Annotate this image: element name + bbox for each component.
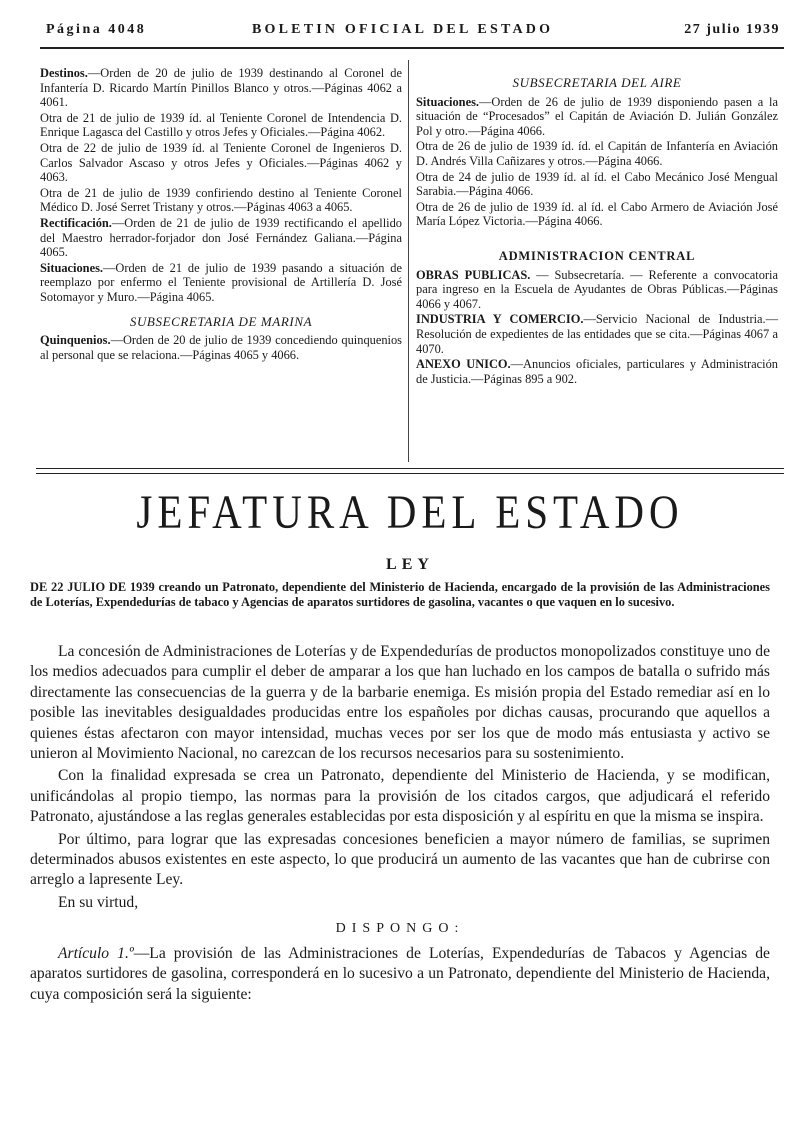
admin-entries — [416, 268, 778, 387]
body-paragraph: Por último, para lograr que las expresadas concesiones beneficien a mayor número de familias, se suprimen determinados abusos existentes en este aspecto, lo que producirá un aumento de las vacantes que han de cubrirse con arreglo a lapresente Ley. — [30, 830, 770, 889]
article-label: Artículo 1.º — [58, 944, 134, 962]
summary-entry — [416, 200, 778, 229]
body-paragraph: La concesión de Administraciones de Loterías y de Expendedurías de productos monopolizados constituye uno de los medios adecuados para cumplir el deber de amparar a los que han luchado en los campos de batalla o sufrido más directamente las consecuencias de la guerra y de la barbarie enemiga. Es misión propia del Estado remediar así en lo posible las inevitables desigualdades producidas entre los españoles por dichas causas, procurando que aquellos a quienes éstas afectaron con mayor intensidad, muchas veces por ser los que de modo más entusiasta y activo se unieron al Movimiento Nacional, no carezcan de los recursos necesarios para su sostenimiento. — [30, 643, 770, 763]
entry-label: Quinquenios. — [40, 333, 111, 348]
admin-heading: ADMINISTRACION CENTRAL — [498, 248, 696, 263]
law-heading-text: DE 22 JULIO DE 1939 creando un Patronato, dependiente del Ministerio de Hacienda, encargado de la provisión de las Administraciones de Loterías, Expendedurías de tabaco y Agencias de aparatos surtidores de gasolina, vacantes o que vaquen en lo sucesivo. — [30, 580, 770, 609]
entry-label: ANEXO UNICO. — [416, 357, 511, 372]
entry-text: Otra de 26 de julio de 1939 íd. al íd. el Cabo Armero de Aviación José María López Victoria.—Página 4066. — [416, 199, 778, 229]
section-title: JEFATURA DEL ESTADO — [136, 485, 684, 539]
summary-entry — [40, 111, 402, 140]
aire-heading: SUBSECRETARIA DEL AIRE — [512, 75, 682, 90]
summary-right-column — [416, 76, 778, 387]
entry-text: —Orden de 20 de julio de 1939 concediendo quinquenios al personal que se relaciona.—Páginas 4065 y 4066. — [40, 333, 402, 362]
summary-entry — [416, 268, 778, 312]
entry-label: Rectificación. — [40, 215, 112, 230]
header-rule — [40, 47, 784, 49]
entry-label: OBRAS PUBLICAS. — [416, 267, 531, 282]
law-body — [30, 642, 770, 1007]
body-paragraph: Con la finalidad expresada se crea un Patronato, dependiente del Ministerio de Hacienda, y se modifican, unificándolas al propio tiempo, las normas para la provisión de los citados cargos, que adjudicará el referido Patronato, ajustándose a las reglas generales establecidas por esta disposición y al espíritu en que la misma se inspira. — [30, 767, 770, 826]
marina-entries — [40, 333, 402, 362]
entry-text: —Orden de 20 de julio de 1939 destinando al Coronel de Infantería D. Ricardo Martín Pinillos Blanco y otros.—Páginas 4062 a 4061. — [40, 66, 402, 110]
body-paragraph: En su virtud, — [58, 893, 139, 911]
marina-heading: SUBSECRETARIA DE MARINA — [129, 313, 313, 329]
summary-entry — [416, 357, 778, 386]
article-text: —La provisión de las Administraciones de Loterías, Expendedurías de Tabacos y Agencias de aparatos surtidores de gasolina, corresponderá en lo sucesivo a un Patronato, dependiente del Ministerio de Hacienda, cuya composición será la siguiente: — [30, 944, 770, 1003]
entry-text: Otra de 22 de julio de 1939 íd. al Teniente Coronel de Ingenieros D. Carlos Salvador Ascaso y otros Jefes y Oficiales.—Páginas 4062 y 4063. — [40, 140, 402, 185]
aire-entries — [416, 95, 778, 229]
entry-text: —Orden de 21 de julio de 1939 rectificando el apellido del Maestro herrador-forjador don José Fernández Galiana.—Página 4065. — [40, 215, 402, 260]
entry-text: Otra de 21 de julio de 1939 confiriendo destino al Teniente Coronel Médico D. José Serret Tristany y otros.—Páginas 4063 a 4065. — [40, 185, 402, 215]
summary-entry — [40, 186, 402, 215]
entry-text: — Subsecretaría. — Referente a convocatoria para ingreso en la Escuela de Ayudantes de Obras Públicas.—Páginas 4066 y 4067. — [416, 267, 778, 311]
summary-entry — [40, 216, 402, 260]
entry-label: INDUSTRIA Y COMERCIO. — [416, 312, 584, 327]
dispongo-heading: DISPONGO: — [335, 921, 465, 937]
page-header — [46, 22, 780, 44]
entry-text: —Orden de 26 de julio de 1939 disponiendo pasen a la situación de “Procesados” el Capitán de Aviación D. Julián González Pol y otro.—Página 4066. — [416, 94, 778, 138]
entry-text: —Servicio Nacional de Industria.—Resolución de expedientes de las entidades que se cita.—Páginas 4067 a 4070. — [416, 312, 779, 356]
summary-entry — [40, 141, 402, 185]
entry-label: Situaciones. — [40, 260, 103, 275]
page-number: Página 4048 — [46, 22, 147, 37]
entry-text: Otra de 21 de julio de 1939 íd. al Teniente Coronel de Intendencia D. Enrique Lagasca del Castillo y otros Jefes y Oficiales.—Página 4062. — [40, 110, 402, 140]
entry-text: Otra de 24 de julio de 1939 íd. al íd. el Cabo Mecánico José Mengual Sarabia.—Página 4066. — [416, 169, 778, 199]
entry-text: Otra de 26 de julio de 1939 íd. íd. el Capitán de Infantería en Aviación D. Andrés Villa Cañizares y otros.—Página 4066. — [416, 139, 778, 168]
left-entries — [40, 66, 402, 305]
article-1 — [30, 944, 770, 1005]
summary-entry — [40, 261, 402, 305]
summary-entry — [40, 66, 402, 110]
entry-label: Destinos. — [40, 66, 88, 80]
section-double-rule — [36, 468, 784, 474]
entry-text: —Orden de 21 de julio de 1939 pasando a situación de reemplazo por enfermo el Teniente provisional de Artillería D. José Sotomayor y Muro.—Página 4065. — [40, 260, 402, 304]
summary-entry — [416, 312, 778, 356]
entry-text: —Anuncios oficiales, particulares y Administración de Justicia.—Páginas 895 a 902. — [416, 357, 778, 386]
summary-entry — [416, 139, 778, 168]
summary-left-column — [40, 66, 402, 363]
publication-title: BOLETIN OFICIAL DEL ESTADO — [252, 22, 554, 37]
column-divider — [408, 60, 409, 462]
law-heading — [30, 580, 770, 610]
summary-entry — [416, 95, 778, 139]
entry-label: Situaciones. — [416, 94, 479, 109]
issue-date: 27 julio 1939 — [684, 22, 780, 37]
summary-entry — [40, 333, 402, 362]
law-label: LEY — [386, 556, 434, 573]
summary-entry — [416, 170, 778, 199]
